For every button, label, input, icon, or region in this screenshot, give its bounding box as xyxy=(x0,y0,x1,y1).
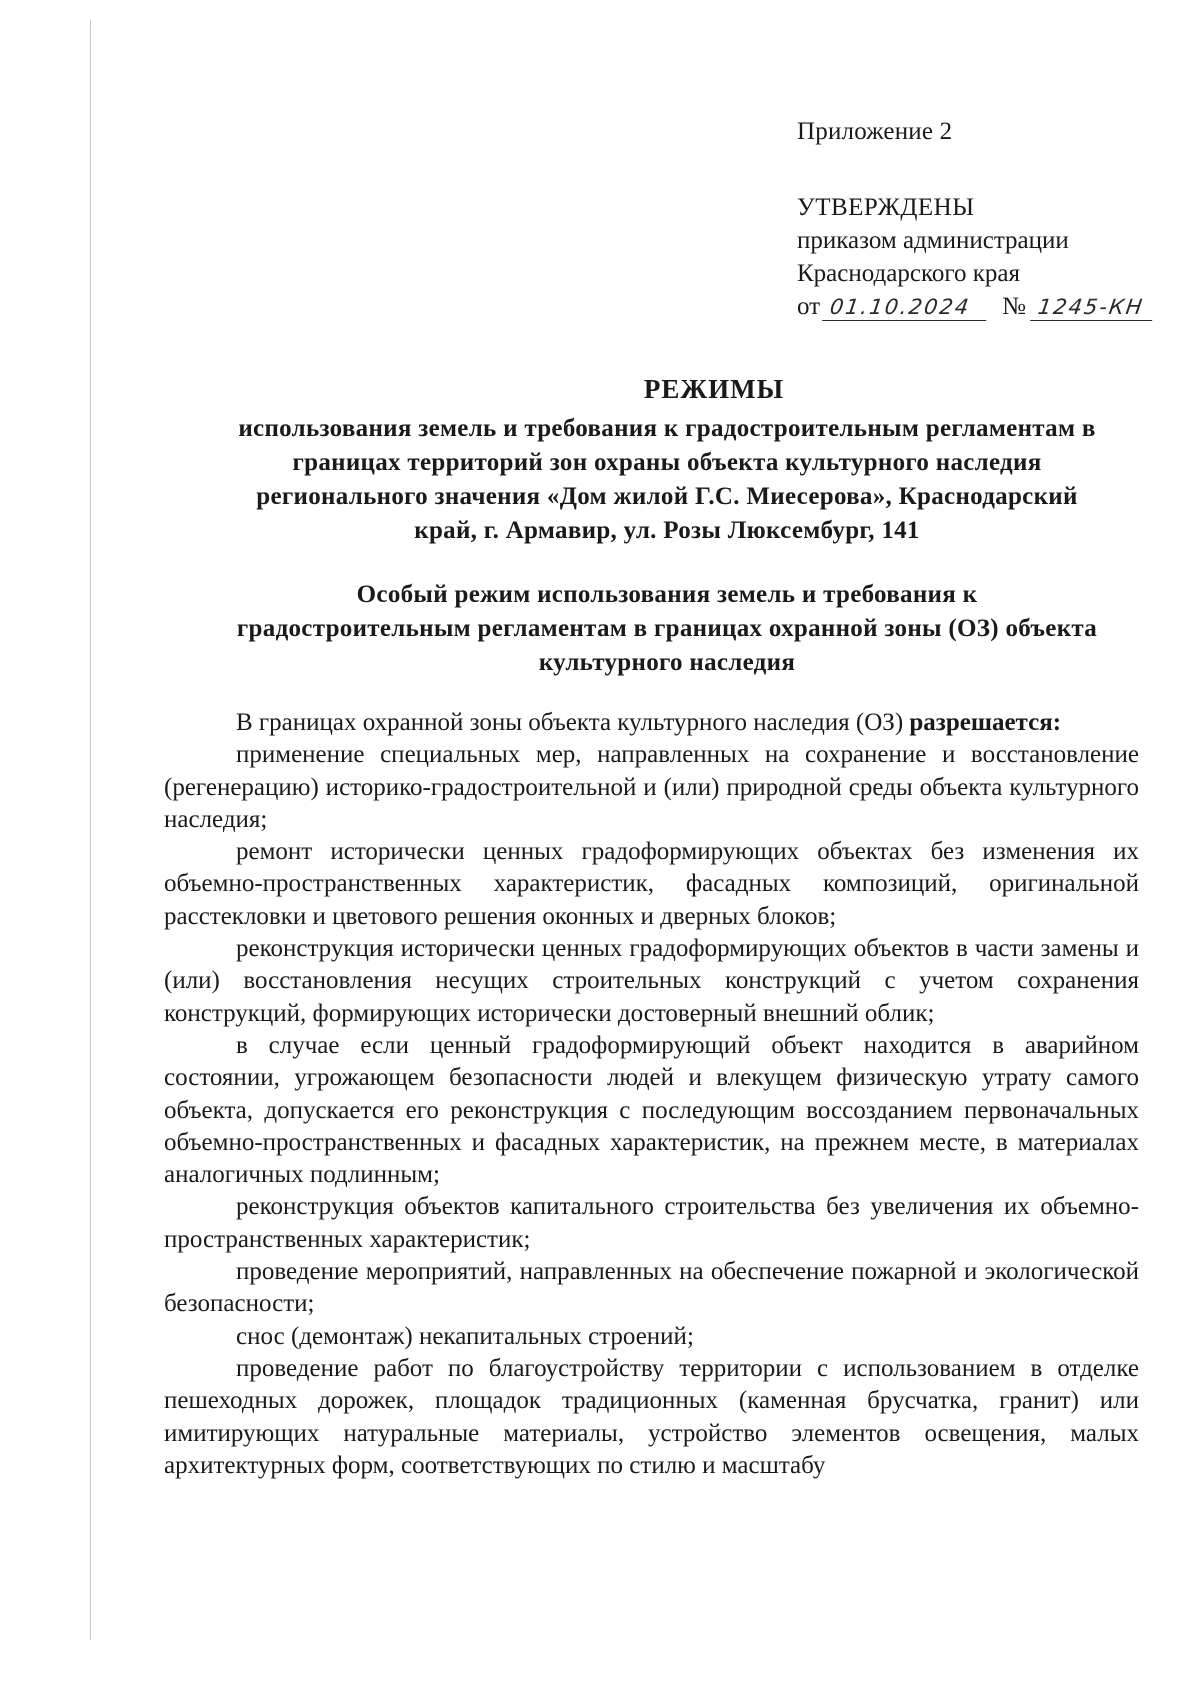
title-line: границах территорий зон охраны объекта культурного наследия xyxy=(292,449,1042,476)
body-paragraph: ремонт исторически ценных градоформирующих объектах без изменения их объемно-пространственных характеристик, фасадных композиций, оригинальной расстекловки и цветового решения оконных и дверных блоков; xyxy=(164,838,1139,930)
from-label: от xyxy=(797,293,821,320)
body-paragraph: применение специальных мер, направленных на сохранение и восстановление (регенерацию) историко-градостроительной и (или) природной среды объекта культурного наследия; xyxy=(164,741,1139,833)
approval-block xyxy=(797,191,1154,323)
title-line: край, г. Армавир, ул. Розы Люксембург, 141 xyxy=(414,517,920,544)
handwritten-date: 01.10.2024 xyxy=(822,294,990,321)
section-heading xyxy=(172,578,1162,680)
title-description xyxy=(172,412,1162,548)
approved-by-line-2: Краснодарского края xyxy=(797,260,1020,287)
order-date-number-line xyxy=(797,290,1154,323)
body-paragraph: проведение мероприятий, направленных на обеспечение пожарной и экологической безопасности; xyxy=(164,1258,1139,1318)
document-body xyxy=(164,707,1139,1482)
title-line: регионального значения «Дом жилой Г.С. Миесерова», Краснодарский xyxy=(256,483,1078,510)
intro-text: В границах охранной зоны объекта культурного наследия (ОЗ) xyxy=(236,709,910,736)
document-title: РЕЖИМЫ xyxy=(643,374,785,404)
body-paragraph: проведение работ по благоустройству территории с использованием в отделке пешеходных дорожек, площадок традиционных (каменная брусчатка, гранит) или имитирующих натуральные материалы, устройство элементов освещения, малых архитектурных форм, соответствующих по стилю и масштабу xyxy=(164,1354,1139,1479)
intro-bold-text: разрешается: xyxy=(909,709,1062,736)
title-line: использования земель и требования к градостроительным регламентам в xyxy=(238,415,1096,442)
body-paragraph: реконструкция исторически ценных градоформирующих объектов в части замены и (или) восстановления несущих строительных конструкций с учетом сохранения конструкций, формирующих исторически достоверный внешний облик; xyxy=(164,935,1139,1027)
section-heading-line: культурного наследия xyxy=(538,649,796,676)
approved-by-line-1: приказом администрации xyxy=(797,227,1069,254)
section-heading-line: градостроительным регламентам в границах охранной зоны (ОЗ) объекта xyxy=(236,615,1098,642)
body-paragraph: реконструкция объектов капитального строительства без увеличения их объемно-пространственных характеристик; xyxy=(164,1193,1139,1253)
handwritten-order-number: 1245-КН xyxy=(1030,294,1156,321)
approved-heading: УТВЕРЖДЕНЫ xyxy=(797,194,975,221)
intro-paragraph xyxy=(164,707,1139,739)
scan-margin-line xyxy=(90,20,91,1640)
number-sign: № xyxy=(1002,293,1026,320)
body-paragraph: в случае если ценный градоформирующий объект находится в аварийном состоянии, угрожающем безопасности людей и влекущем физическую утрату самого объекта, допускается его реконструкция с последующим воссозданием первоначальных объемно-пространственных и фасадных характеристик, на прежнем месте, в материалах аналогичных подлинным; xyxy=(164,1031,1139,1189)
section-heading-line: Особый режим использования земель и требования к xyxy=(356,581,978,608)
appendix-label: Приложение 2 xyxy=(797,118,953,145)
body-paragraph: снос (демонтаж) некапитальных строений; xyxy=(236,1322,694,1350)
